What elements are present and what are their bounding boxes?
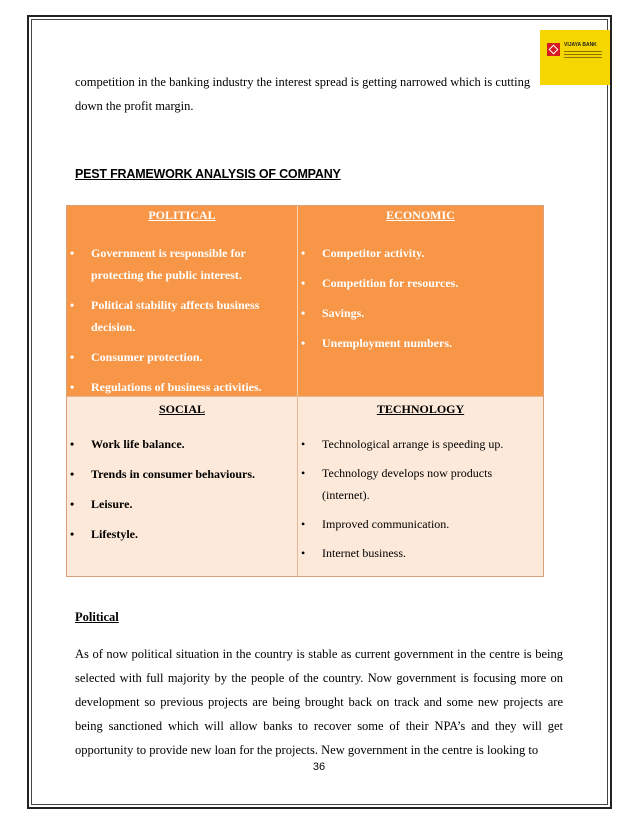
intro-line-2: down the profit margin. bbox=[75, 99, 194, 113]
political-heading: Political bbox=[75, 610, 119, 624]
list-item: • Savings. bbox=[298, 302, 535, 324]
list-item: • Regulations of business activities. bbox=[67, 376, 289, 398]
list-item: • Leisure. bbox=[67, 493, 289, 515]
social-title: SOCIAL bbox=[158, 402, 205, 416]
economic-list bbox=[298, 242, 535, 362]
pest-technology-cell bbox=[298, 396, 543, 576]
list-item: • Internet business. bbox=[298, 542, 535, 564]
list-item: • Competition for resources. bbox=[298, 272, 535, 294]
political-paragraph: As of now political situation in the country is stable as current government in the centre is being selected with full majority by the people of the country. Now government is focusing more on development so previous projects are being brought back on track and some new projects are being sanctioned which will allow banks to recover some of their NPA’s and they will get opportunity to provide new loan for the projects. New government in the centre is looking to bbox=[75, 647, 563, 757]
list-item: • Unemployment numbers. bbox=[298, 332, 535, 354]
list-item: • Improved communication. bbox=[298, 513, 535, 535]
economic-title: ECONOMIC bbox=[386, 208, 455, 222]
section-heading: PEST FRAMEWORK ANALYSIS OF COMPANY bbox=[75, 167, 341, 181]
technology-list bbox=[298, 433, 535, 571]
list-item: • Competitor activity. bbox=[298, 242, 535, 264]
list-item: • Trends in consumer behaviours. bbox=[67, 463, 289, 485]
list-item: • Government is responsible for protecting the public interest. bbox=[67, 242, 289, 286]
pest-social-cell bbox=[67, 396, 298, 576]
bank-logo-text: VIJAYA BANK bbox=[564, 42, 597, 48]
bank-logo-mark-icon bbox=[547, 43, 560, 56]
list-item: • Lifestyle. bbox=[67, 523, 289, 545]
list-item: • Political stability affects business decision. bbox=[67, 294, 289, 338]
pest-table bbox=[66, 205, 544, 577]
logo-tagline-line bbox=[564, 51, 602, 52]
pest-economic-cell bbox=[298, 206, 543, 396]
logo-tagline-line bbox=[564, 57, 602, 58]
technology-title: TECHNOLOGY bbox=[376, 402, 465, 416]
logo-tagline-line bbox=[564, 54, 602, 55]
page-number: 36 bbox=[312, 761, 326, 773]
list-item: • Technological arrange is speeding up. bbox=[298, 433, 535, 455]
political-list bbox=[67, 242, 289, 406]
pest-political-cell bbox=[67, 206, 298, 396]
intro-line-1: competition in the banking industry the interest spread is getting narrowed which is cutting bbox=[75, 75, 531, 89]
list-item: • Work life balance. bbox=[67, 433, 289, 455]
political-title: POLITICAL bbox=[148, 208, 216, 222]
list-item: • Technology develops now products (internet). bbox=[298, 462, 535, 506]
social-list bbox=[67, 433, 289, 553]
list-item: • Consumer protection. bbox=[67, 346, 289, 368]
